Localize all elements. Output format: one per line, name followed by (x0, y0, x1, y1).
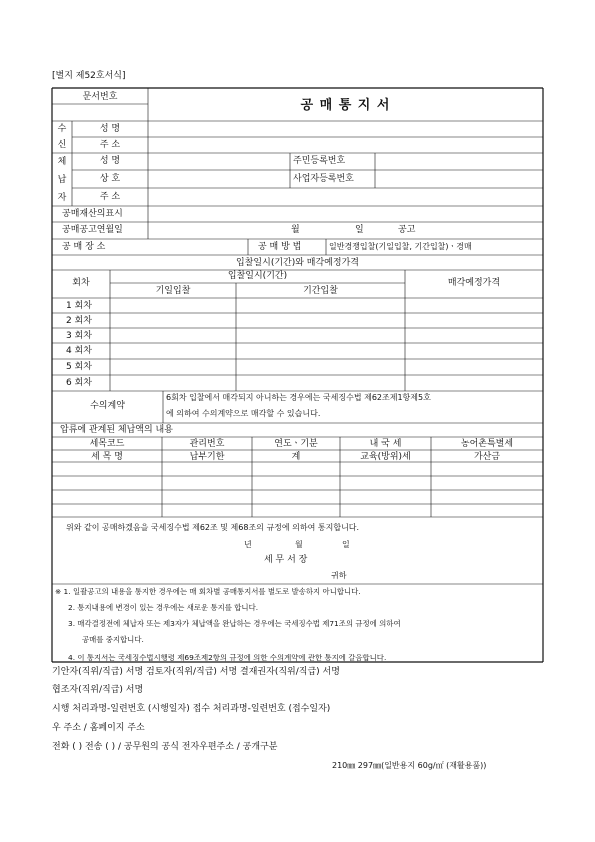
arrears-header: 내 국 세 (369, 439, 402, 449)
taxpayer-label-3: 자 (57, 193, 67, 203)
recipient-label-2: 신 (57, 140, 67, 150)
footer-cooperation-line: 협조자(직위/직급) 서명 (52, 685, 144, 695)
doc-number-label: 문서번호 (82, 92, 118, 102)
bidding-section-title: 입찰일시(기간)와 매각예정가격 (236, 258, 359, 268)
arrears-header: 계 (291, 452, 301, 462)
notice-day: 일 (342, 540, 350, 549)
paper-spec: 210㎜ 297㎜(일반용지 60g/㎡ (재활용품)) (332, 761, 487, 770)
announce-date-label: 공매공고연월일 (62, 225, 123, 235)
notice-month: 월 (295, 540, 303, 549)
footer-contact-line: 전화 ( ) 전송 ( ) / 공무원의 공식 전자우편주소 / 공개구분 (52, 742, 278, 752)
sale-place-label: 공 매 장 소 (62, 242, 106, 252)
arrears-header: 교육(방위)세 (360, 452, 411, 462)
footer-address-line: 우 주소 / 홈페이지 주소 (52, 723, 145, 733)
note-item: 3. 매각결정전에 체납자 또는 제3자가 체납액을 완납하는 경우에는 국세징수법 제71조의 규정에 의하여 (68, 619, 401, 628)
round-label: 3 회차 (66, 331, 92, 341)
announce-month: 월 (291, 225, 300, 235)
round-label: 4 회차 (66, 346, 92, 356)
taxpayer-label-1: 체 (57, 157, 67, 167)
taxpayer-address-label: 주 소 (99, 192, 121, 202)
bid-datetime-header: 입찰일시(기간) (227, 271, 288, 281)
recipient-suffix: 귀하 (331, 571, 347, 580)
sale-method-label: 공 매 방 법 (258, 242, 302, 252)
footer-execution-line: 시행 처리과명-일련번호 (시행일자) 접수 처리과명-일련번호 (접수일자) (52, 704, 331, 714)
announce-notice: 공고 (398, 225, 416, 235)
announce-day: 일 (355, 225, 364, 235)
recipient-name-label: 성 명 (99, 124, 121, 134)
form-label: [별지 제52호서식] (52, 71, 126, 81)
note-item: 2. 통지내용에 변경이 있는 경우에는 새로운 통지를 합니다. (68, 603, 259, 612)
tax-office-head: 세 무 서 장 (264, 555, 308, 565)
taxpayer-label-2: 납 (57, 175, 67, 185)
arrears-header: 납부기한 (189, 452, 225, 462)
arrears-header: 연도ㆍ기분 (274, 439, 318, 449)
taxpayer-name-label: 성 명 (99, 156, 121, 166)
round-label: 6 회차 (66, 378, 92, 388)
period-bid-header: 기간입찰 (303, 286, 338, 296)
round-label: 5 회차 (66, 362, 92, 372)
arrears-header: 세 목 명 (91, 452, 123, 462)
round-label: 1 회차 (66, 301, 92, 311)
business-number-label: 사업자등록번호 (293, 174, 354, 184)
recipient-address-label: 주 소 (99, 140, 121, 150)
sale-price-header: 매각예정가격 (447, 278, 501, 288)
note-item: ※ 1. 일괄공고의 내용을 통지한 경우에는 매 회차별 공매통지서를 별도로 발송하지 아니합니다. (55, 587, 361, 596)
private-contract-text-1: 6회차 입찰에서 매각되지 아니하는 경우에는 국세징수법 제62조제1항제5호 (166, 393, 431, 402)
round-header: 회차 (72, 278, 90, 288)
arrears-section-title: 압류에 관계된 체납액의 내용 (60, 425, 173, 435)
note-item: 공매를 중지합니다. (82, 635, 144, 644)
arrears-header: 가산금 (473, 452, 501, 462)
arrears-header: 관리번호 (189, 439, 225, 449)
footer-approval-line: 기안자(직위/직급) 서명 검토자(직위/직급) 서명 결재권자(직위/직급) 서명 (52, 667, 340, 677)
private-contract-label: 수의계약 (90, 401, 125, 411)
date-bid-header: 기일입찰 (155, 286, 191, 296)
note-item: 4. 이 통지서는 국세징수법시행령 제69조제2항의 규정에 의한 수의계약에 관한 통지에 갈음합니다. (68, 654, 387, 662)
recipient-label-1: 수 (57, 124, 67, 134)
notice-statement: 위와 같이 공매하겠음을 국세징수법 제62조 및 제68조의 규정에 의하여 통지합니다. (66, 523, 360, 532)
notice-year: 년 (244, 540, 252, 549)
property-label: 공매재산의표시 (62, 209, 123, 219)
arrears-header: 농어촌특별세 (460, 439, 514, 449)
private-contract-text-2: 에 의하여 수의계약으로 매각할 수 있습니다. (166, 409, 321, 418)
arrears-header: 세목코드 (89, 439, 125, 449)
sale-method-value: 일반경쟁입찰(기일입찰, 기간입찰)ㆍ경매 (329, 242, 472, 251)
resident-number-label: 주민등록번호 (293, 156, 346, 166)
taxpayer-trade-name-label: 상 호 (99, 174, 121, 184)
page-title: 공 매 통 지 서 (300, 98, 391, 113)
round-label: 2 회차 (66, 316, 92, 326)
